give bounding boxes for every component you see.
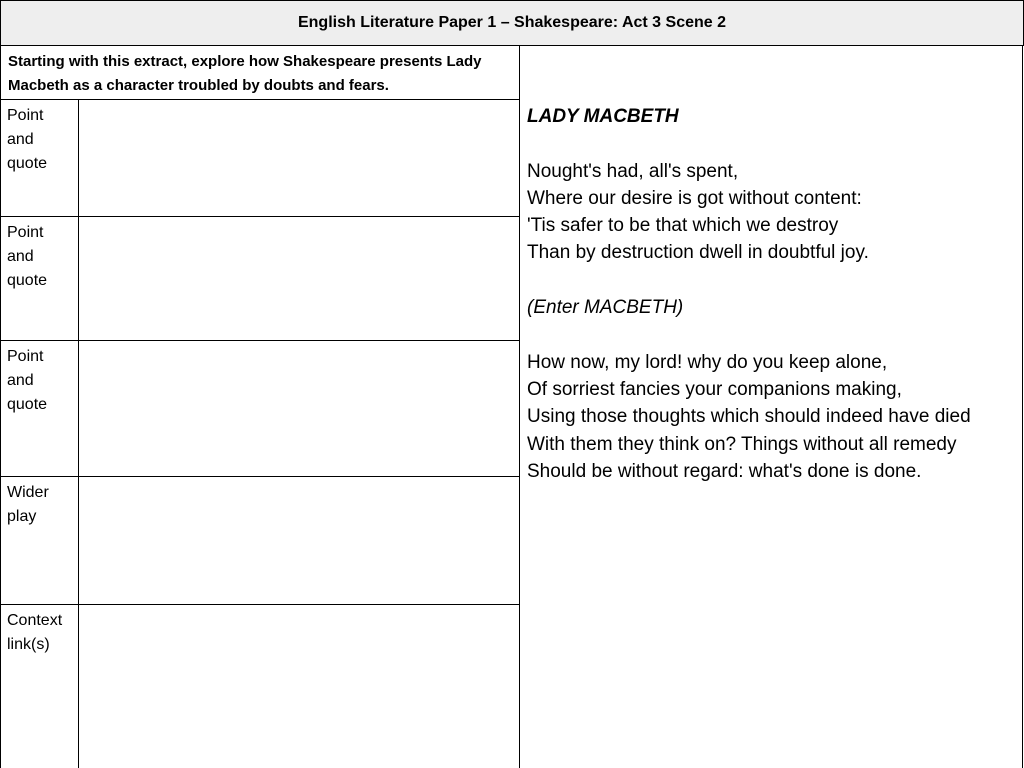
extract-line: Using those thoughts which should indeed have died [527,406,971,428]
extract-line: Should be without regard: what's done is done. [527,460,922,482]
response-row-point-3 [0,341,520,477]
row-label: Point and quote [7,348,48,413]
worksheet-title: English Literature Paper 1 – Shakespeare: Act 3 Scene 2 [0,0,1024,46]
response-row-point-2 [0,217,520,341]
answer-cell[interactable] [80,100,520,216]
row-label: Point and quote [7,107,48,172]
extract-line: 'Tis safer to be that which we destroy [527,215,839,237]
play-extract [527,103,1021,485]
stage-direction: (Enter MACBETH) [527,297,684,319]
question-prompt: Starting with this extract, explore how Shakespeare presents Lady Macbeth as a character troubled by doubts and fears. [0,45,520,100]
answer-cell[interactable] [80,217,520,340]
extract-line: Of sorriest fancies your companions making, [527,378,902,400]
answer-cell[interactable] [80,605,520,768]
speaker-name: LADY MACBETH [527,106,679,127]
table-right-border [1022,45,1023,768]
extract-line: Nought's had, all's spent, [527,160,739,182]
extract-line: How now, my lord! why do you keep alone, [527,351,888,373]
response-row-point-1 [0,100,520,217]
response-row-wider-play [0,477,520,605]
extract-line: Than by destruction dwell in doubtful joy. [527,242,869,264]
answer-cell[interactable] [80,477,520,604]
response-row-context [0,605,520,768]
extract-line: Where our desire is got without content: [527,187,862,209]
row-label: Context link(s) [7,612,63,653]
extract-line: With them they think on? Things without all remedy [527,433,957,455]
row-label: Wider play [7,484,49,525]
row-label: Point and quote [7,224,48,289]
answer-cell[interactable] [80,341,520,476]
